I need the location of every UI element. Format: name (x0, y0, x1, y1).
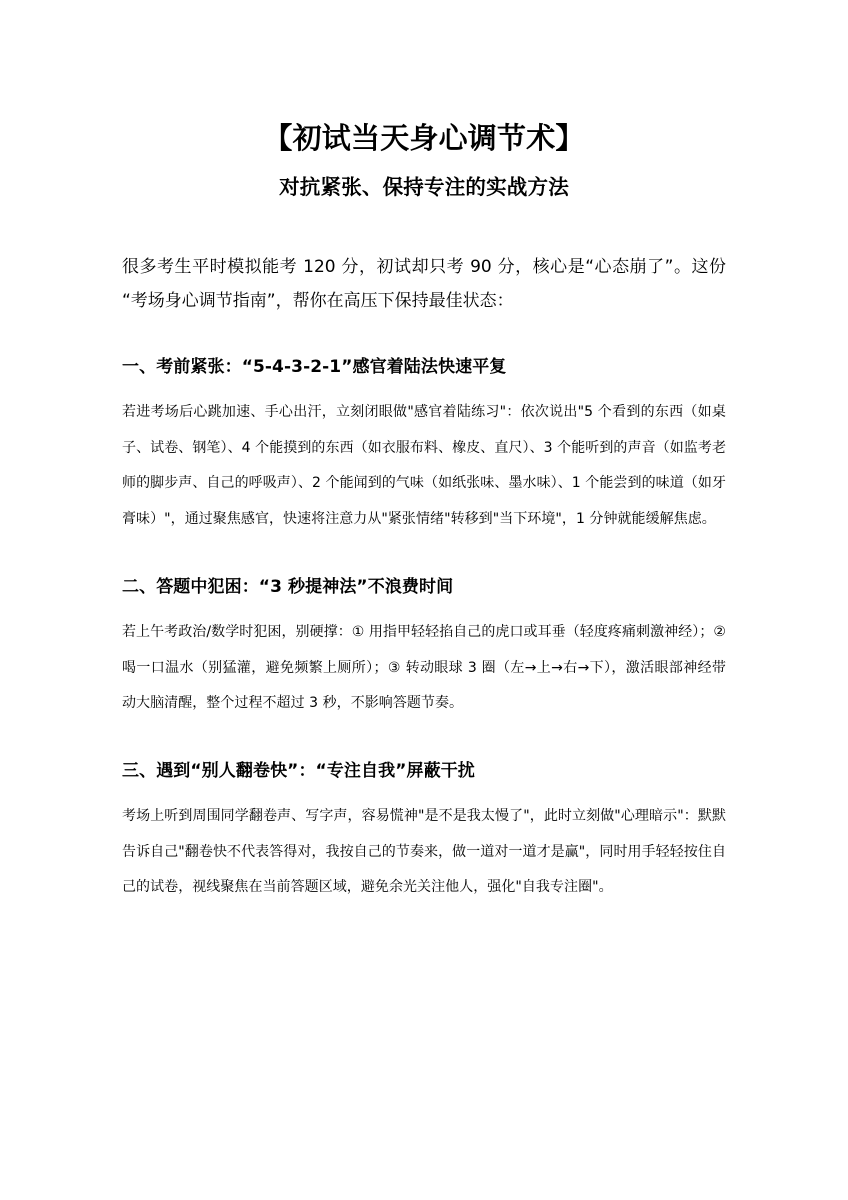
intro-paragraph: 很多考生平时模拟能考 120 分，初试却只考 90 分，核心是“心态崩了”。这份“考场身心调节指南”，帮你在高压下保持最佳状态： (122, 256, 726, 311)
section-one (122, 354, 726, 538)
section-one-body: 若进考场后心跳加速、手心出汗，立刻闭眼做"感官着陆练习"：依次说出"5 个看到的东西（如桌子、试卷、钢笔）、4 个能摸到的东西（如衣服布料、橡皮、直尺）、3 个能听到的声音（如监考老师的脚步声、自己的呼吸声）、2 个能闻到的气味（如纸张味、墨水味）、1 个能尝到的味道（如牙膏味）"，通过聚焦感官，快速将注意力从"紧张情绪"转移到"当下环境"，1 分钟就能缓解焦虑。 (122, 403, 726, 527)
section-two-body: 若上午考政治/数学时犯困，别硬撑：① 用指甲轻轻掐自己的虎口或耳垂（轻度疼痛刺激神经）；② 喝一口温水（别猛灌，避免频繁上厕所）；③ 转动眼球 3 圈（左→上→右→下），激活眼部神经带动大脑清醒，整个过程不超过 3 秒，不影响答题节奏。 (122, 623, 726, 712)
page-subtitle: 对抗紧张、保持专注的实战方法 (279, 175, 569, 200)
section-three-body: 考场上听到周围同学翻卷声、写字声，容易慌神"是不是我太慢了"，此时立刻做"心理暗示"：默默告诉自己"翻卷快不代表答得对，我按自己的节奏来，做一道对一道才是赢"，同时用手轻轻按住自己的试卷，视线聚焦在当前答题区域，避免余光关注他人，强化"自我专注圈"。 (122, 808, 726, 896)
section-three-heading: 三、遇到“别人翻卷快”：“专注自我”屏蔽干扰 (122, 760, 475, 781)
section-two-heading: 二、答题中犯困：“3 秒提神法”不浪费时间 (122, 576, 454, 597)
page-title: 【初试当天身心调节术】 (263, 121, 585, 155)
section-one-heading: 一、考前紧张：“5-4-3-2-1”感官着陆法快速平复 (122, 356, 507, 377)
section-two (122, 574, 726, 722)
section-three (122, 758, 726, 906)
